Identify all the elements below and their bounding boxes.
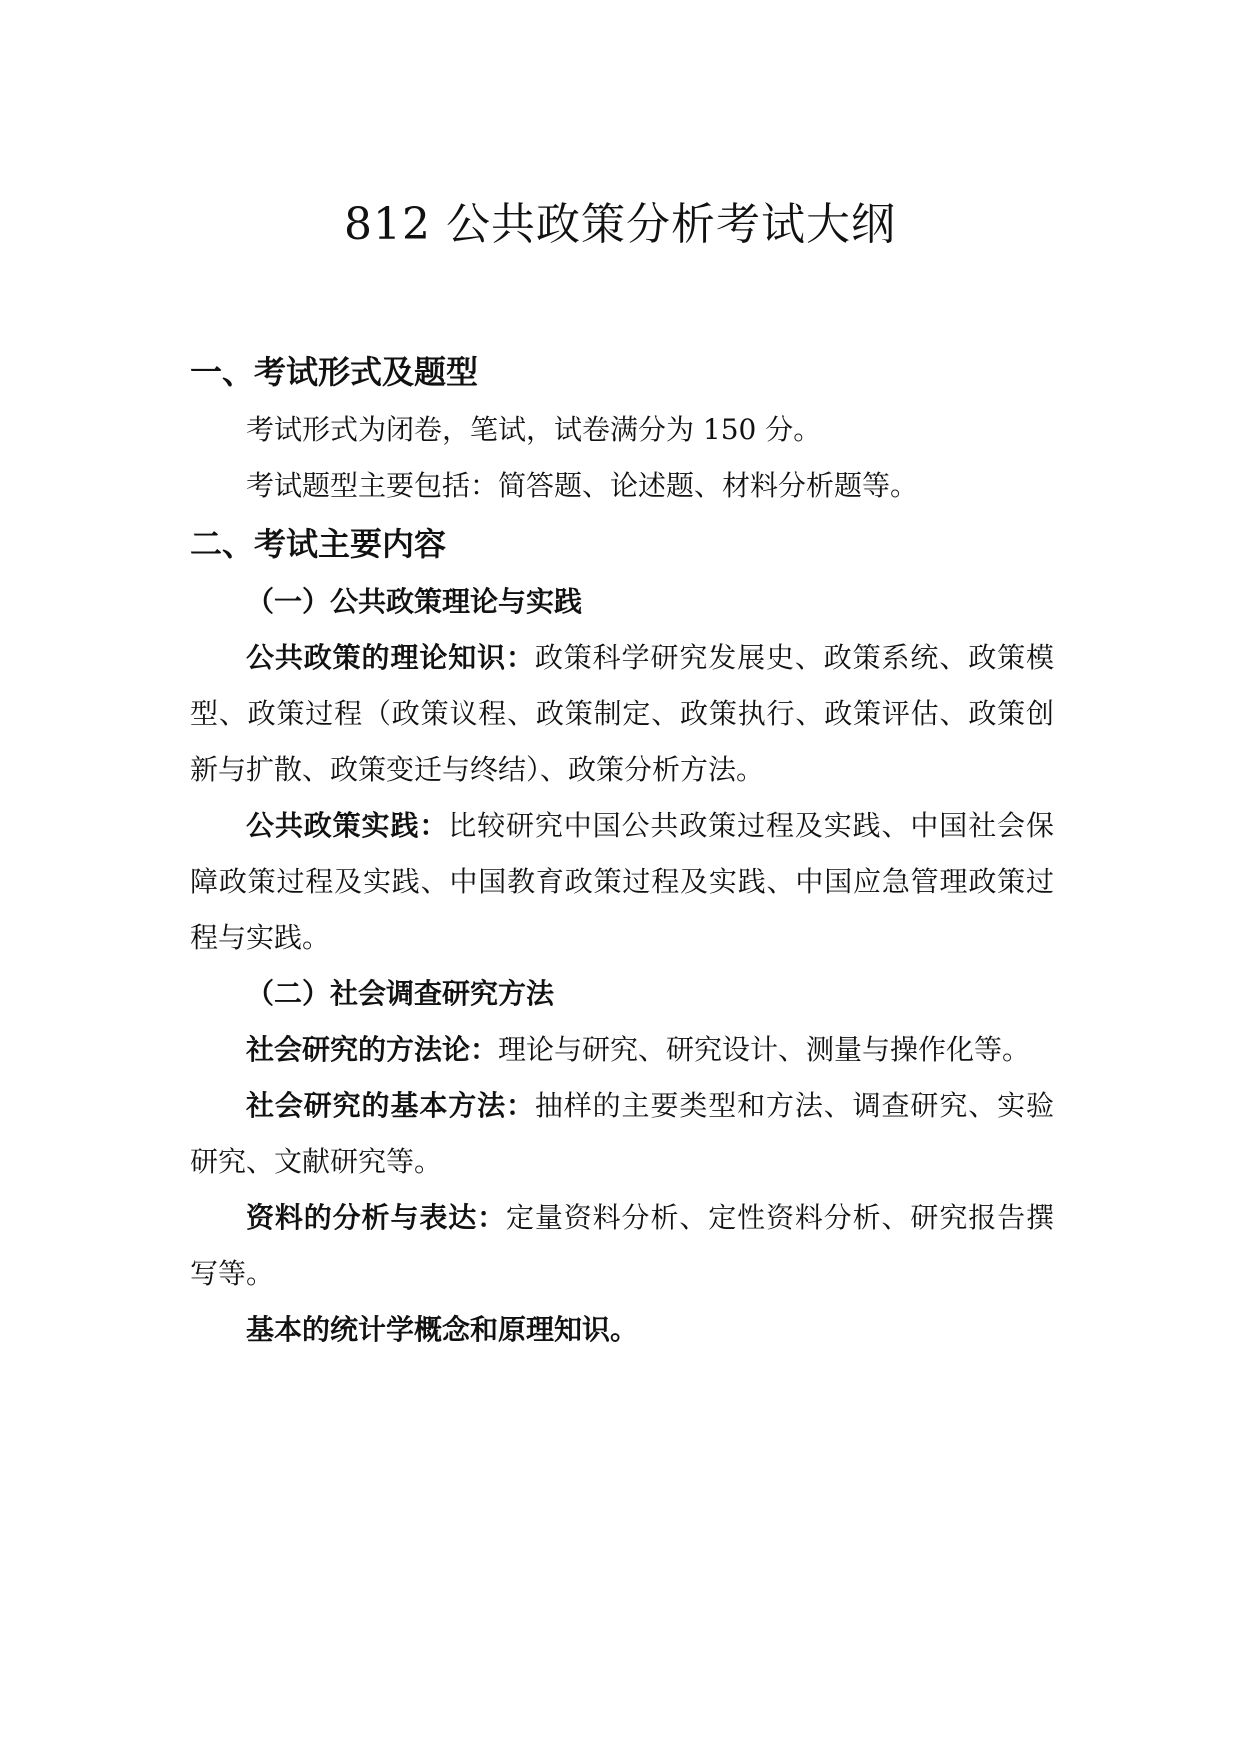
paragraph-text: 理论与研究、研究设计、测量与操作化等。: [498, 1033, 1031, 1066]
paragraph-text: 比较研究中国公共政策过程及实践、中国社会保障政策过程及实践、中国教育政策过程及实践、中国应急管理政策过程与实践。: [190, 809, 1054, 954]
document-body: [190, 342, 1054, 1358]
paragraph-text: 政策科学研究发展史、政策系统、政策模型、政策过程（政策议程、政策制定、政策执行、政策评估、政策创新与扩散、政策变迁与终结）、政策分析方法。: [190, 641, 1054, 786]
paragraph-basic-methods: [190, 1078, 1054, 1190]
paragraph-text: 抽样的主要类型和方法、调查研究、实验研究、文献研究等。: [190, 1089, 1054, 1178]
paragraph-policy-theory-knowledge: [190, 630, 1054, 798]
paragraph-question-types: 考试题型主要包括：简答题、论述题、材料分析题等。: [246, 469, 919, 502]
paragraph-statistics: 基本的统计学概念和原理知识。: [246, 1313, 639, 1346]
paragraph-data-analysis: [190, 1190, 1054, 1302]
paragraph-policy-practice: [190, 798, 1054, 966]
paragraph-lead: 资料的分析与表达：: [246, 1201, 506, 1234]
paragraph-exam-format: 考试形式为闭卷，笔试，试卷满分为 150 分。: [246, 413, 822, 446]
paragraph-lead: 社会研究的基本方法：: [246, 1089, 535, 1122]
section-heading-main-content: 二、考试主要内容: [190, 525, 447, 563]
subsection-heading-research-methods: （二）社会调查研究方法: [246, 977, 555, 1010]
paragraph-lead: 公共政策实践：: [246, 809, 449, 842]
paragraph-methodology: [190, 1022, 1054, 1078]
paragraph-lead: 社会研究的方法论：: [246, 1033, 499, 1066]
paragraph-lead: 公共政策的理论知识：: [246, 641, 535, 674]
section-heading-exam-format: 一、考试形式及题型: [190, 353, 479, 391]
document-title: 812 公共政策分析考试大纲: [344, 199, 896, 250]
subsection-heading-policy-theory: （一）公共政策理论与实践: [246, 585, 583, 618]
paragraph-text: 定量资料分析、定性资料分析、研究报告撰写等。: [190, 1201, 1054, 1290]
